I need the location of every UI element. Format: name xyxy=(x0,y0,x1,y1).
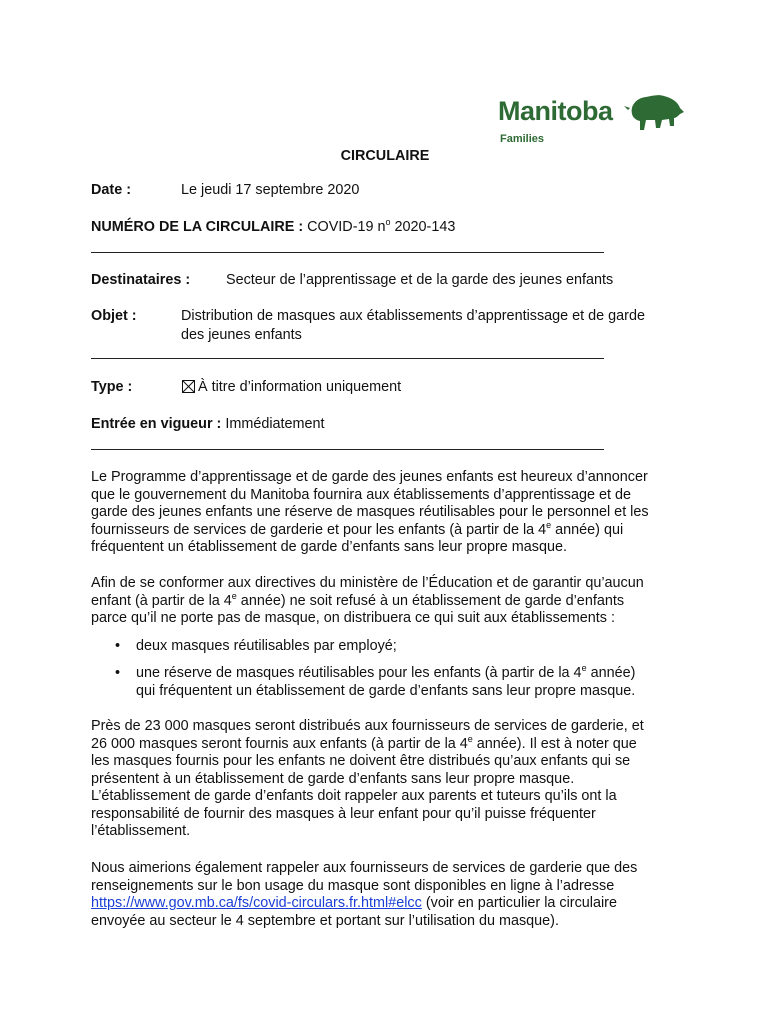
effective-date xyxy=(91,416,325,432)
text-line: Le Programme d’apprentissage et de garde des jeunes enfants est heureux d’annoncer xyxy=(91,469,648,485)
divider xyxy=(91,252,604,253)
type-label: Type : xyxy=(91,379,133,395)
text-line: l’établissement. xyxy=(91,823,191,839)
text-line: présentent à un établissement de garde d’enfants sans leur propre masque. xyxy=(91,770,575,787)
subject-line-2: des jeunes enfants xyxy=(181,327,302,343)
effective-value: Immédiatement xyxy=(225,416,325,432)
text-line: garde des jeunes enfants une réserve de masques réutilisables pour le personnel et les xyxy=(91,504,649,520)
text-line: parce qu’il ne porte pas de masque, on distribuera ce qui suit aux établissements : xyxy=(91,610,615,626)
text-line: Nous aimerions également rappeler aux fournisseurs de services de garderie que des xyxy=(91,860,638,876)
text-line: fréquentent un établissement de garde d’enfants sans leur propre masque. xyxy=(91,539,567,555)
paragraph-4 xyxy=(91,860,681,930)
effective-label: Entrée en vigueur : xyxy=(91,416,222,432)
subject-label: Objet : xyxy=(91,308,137,324)
paragraph-2 xyxy=(91,575,681,628)
recipients-label: Destinataires : xyxy=(91,272,191,288)
circulars-link[interactable]: https://www.gov.mb.ca/fs/covid-circulars.fr.html#elcc xyxy=(91,895,422,911)
text-line: Afin de se conformer aux directives du ministère de l’Éducation et de garantir qu’aucun xyxy=(91,575,644,591)
text-line: responsabilité de fournir des masques à leur enfant pour qu’il puisse fréquenter xyxy=(91,805,596,822)
bullet-item-1: deux masques réutilisables par employé; xyxy=(136,638,397,654)
text-line: les masques fournis pour les enfants ne doivent être distribués qu’aux enfants qui se xyxy=(91,753,631,769)
circular-number xyxy=(91,219,455,235)
bison-icon xyxy=(622,92,686,134)
recipients-value: Secteur de l’apprentissage et de la garde des jeunes enfants xyxy=(226,272,614,288)
logo-department: Families xyxy=(500,133,545,145)
text-line: que le gouvernement du Manitoba fournira aux établissements d’apprentissage et de xyxy=(91,486,631,503)
manitoba-logo xyxy=(498,92,688,152)
text-line: fournisseurs de services de garderie et pour les enfants (à partir de la 4e année) qui xyxy=(91,519,624,538)
number-value-prefix: COVID-19 n xyxy=(307,219,386,235)
date-value: Le jeudi 17 septembre 2020 xyxy=(181,182,360,198)
bullet-dot: • xyxy=(115,665,121,681)
text-line: Près de 23 000 masques seront distribués aux fournisseurs de services de garderie, et xyxy=(91,718,644,734)
number-label: NUMÉRO DE LA CIRCULAIRE : xyxy=(91,219,304,235)
text-line: L’établissement de garde d’enfants doit rappeler aux parents et tuteurs qu’ils ont la xyxy=(91,788,617,804)
bullet-dot: • xyxy=(115,638,121,654)
text-line: renseignements sur le bon usage du masque sont disponibles en ligne à l’adresse xyxy=(91,877,615,894)
checked-box-icon xyxy=(182,380,195,393)
type-text: À titre d’information uniquement xyxy=(198,379,402,395)
subject-line-1: Distribution de masques aux établissements d’apprentissage et de garde xyxy=(181,308,645,324)
number-sup: o xyxy=(385,217,391,228)
document-title: CIRCULAIRE xyxy=(340,148,430,164)
text-line: 26 000 masques seront fournis aux enfants (à partir de la 4e année). Il est à noter que xyxy=(91,733,637,752)
paragraph-3 xyxy=(91,718,681,841)
date-label: Date : xyxy=(91,182,131,198)
type-value xyxy=(182,379,401,395)
number-value-suffix: 2020-143 xyxy=(394,219,456,235)
text-line: enfant (à partir de la 4e année) ne soit refusé à un établissement de garde d’enfants xyxy=(91,590,625,609)
divider xyxy=(91,358,604,359)
bullet-item-2: une réserve de masques réutilisables pour les enfants (à partir de la 4e année) qui fréquentent un établissement de garde d’enfants sans leur propre masque. xyxy=(136,663,636,699)
divider xyxy=(91,449,604,450)
logo-wordmark: Manitoba xyxy=(498,96,613,126)
paragraph-1 xyxy=(91,469,681,557)
text-line: https://www.gov.mb.ca/fs/covid-circulars.fr.html#elcc (voir en particulier la circulaire xyxy=(91,895,617,911)
text-line: envoyée au secteur le 4 septembre et portant sur l’utilisation du masque). xyxy=(91,912,559,929)
